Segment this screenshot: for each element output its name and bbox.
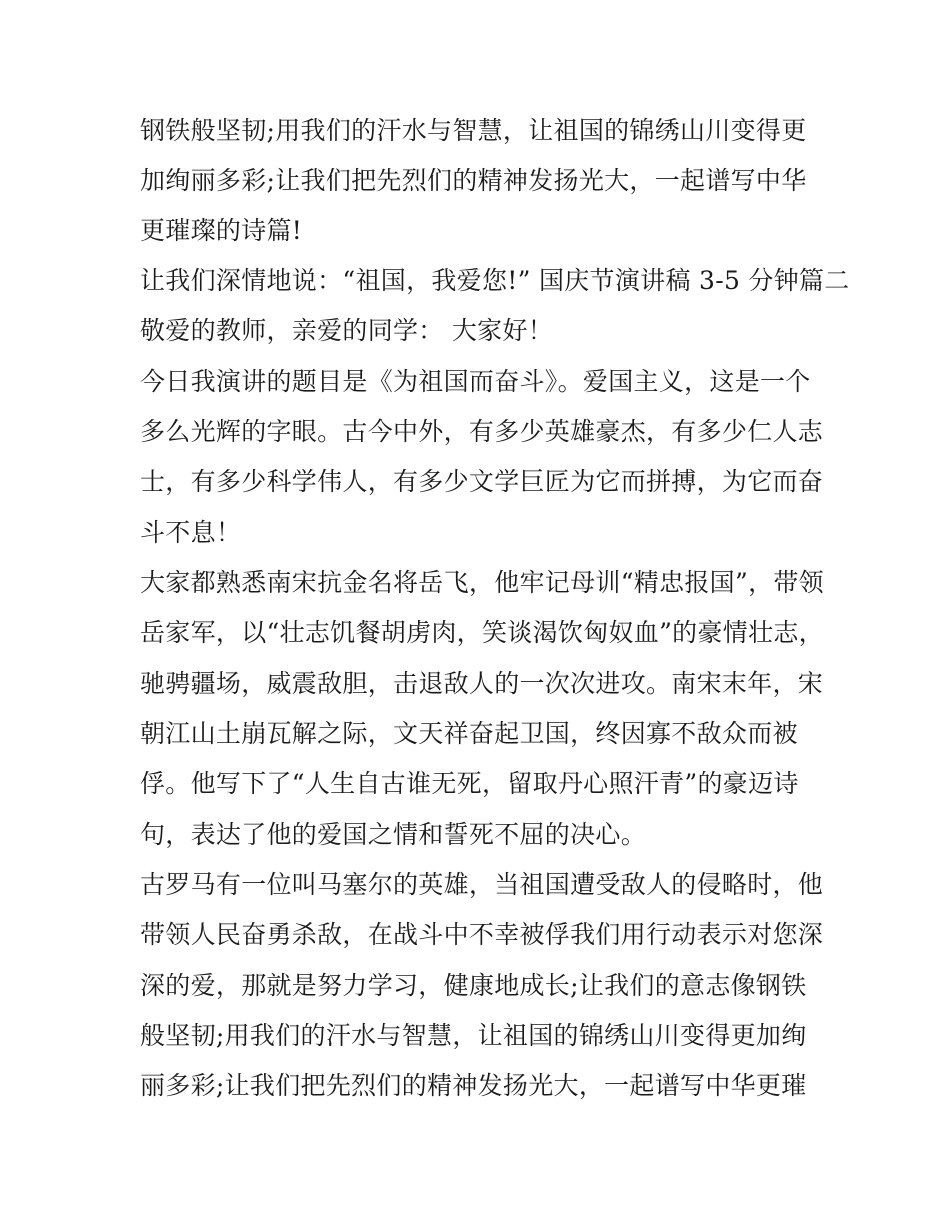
text-line: 驰骋疆场，威震敌胆，击退敌人的一次次进攻。南宋末年，宋 bbox=[140, 669, 824, 698]
text-line: 今日我演讲的题目是《为祖国而奋斗》。爱国主义，这是一个 bbox=[140, 367, 811, 396]
text-line: 俘。他写下了“人生自古谁无死，留取丹心照汗青”的豪迈诗 bbox=[140, 769, 799, 798]
text-line: 句，表达了他的爱国之情和誓死不屈的决心。 bbox=[140, 820, 647, 849]
text-line: 加绚丽多彩;让我们把先烈们的精神发扬光大，一起谱写中华 bbox=[140, 166, 807, 195]
text-line: 带领人民奋勇杀敌，在战斗中不幸被俘我们用行动表示对您深 bbox=[140, 920, 824, 949]
text-line: 让我们深情地说：“祖国，我爱您!” 国庆节演讲稿 3-5 分钟篇二 bbox=[140, 266, 850, 295]
text-line: 朝江山土崩瓦解之际，文天祥奋起卫国，终因寡不敌众而被 bbox=[140, 719, 798, 748]
text-line: 般坚韧;用我们的汗水与智慧，让祖国的锦绣山川变得更加绚 bbox=[140, 1021, 807, 1050]
text-line: 古罗马有一位叫马塞尔的英雄，当祖国遭受敌人的侵略时，他 bbox=[140, 870, 824, 899]
text-line: 斗不息！ bbox=[140, 518, 242, 547]
text-line: 更璀璨的诗篇! bbox=[140, 216, 303, 245]
text-line: 钢铁般坚韧;用我们的汗水与智慧，让祖国的锦绣山川变得更 bbox=[140, 116, 807, 145]
text-line: 丽多彩;让我们把先烈们的精神发扬光大，一起谱写中华更璀 bbox=[140, 1071, 807, 1100]
text-line: 大家都熟悉南宋抗金名将岳飞，他牢记母训“精忠报国”，带领 bbox=[140, 568, 824, 597]
text-line: 多么光辉的字眼。古今中外，有多少英雄豪杰，有多少仁人志 bbox=[140, 417, 824, 446]
text-line: 岳家军，以“壮志饥餐胡虏肉，笑谈渴饮匈奴血”的豪情壮志， bbox=[140, 618, 824, 647]
text-line: 深的爱，那就是努力学习，健康地成长;让我们的意志像钢铁 bbox=[140, 971, 807, 1000]
text-line: 敬爱的教师，亲爱的同学： 大家好！ bbox=[140, 316, 554, 345]
text-line: 士，有多少科学伟人，有多少文学巨匠为它而拼搏，为它而奋 bbox=[140, 467, 824, 496]
